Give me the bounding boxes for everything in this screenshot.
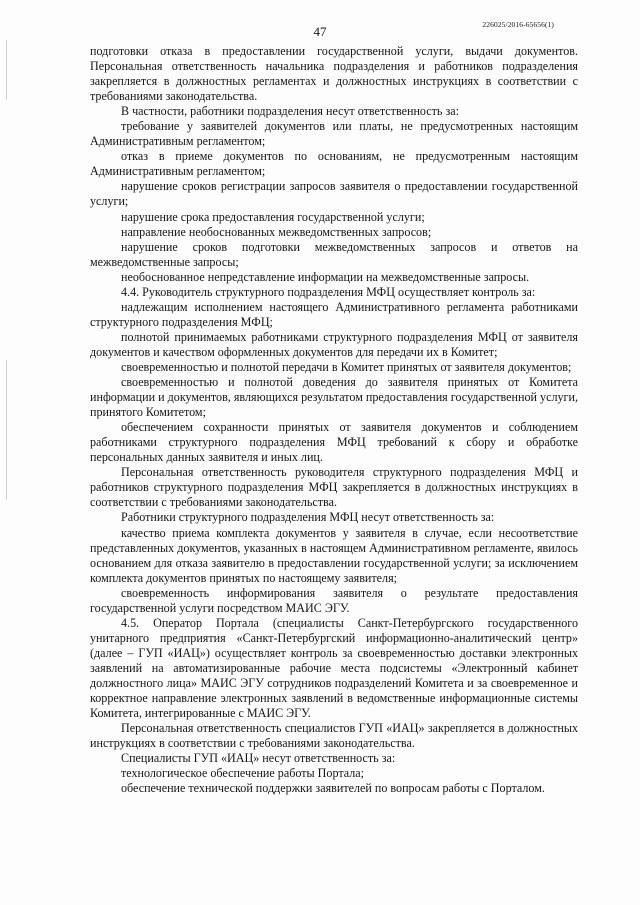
paragraph: нарушение сроков подготовки межведомственных запросов и ответов на межведомственные запросы; (90, 239, 578, 269)
scan-artifact-line (6, 360, 7, 500)
document-id-stamp: 226025/2016-65656(1) (482, 20, 554, 29)
paragraph: направление необоснованных межведомственных запросов; (121, 224, 432, 239)
paragraph: полнотой принимаемых работниками структурного подразделения МФЦ от заявителя документов и качеством оформленных документов для передачи их в Комитет; (90, 329, 578, 359)
paragraph: требование у заявителей документов или платы, не предусмотренных настоящим Административным регламентом; (90, 119, 578, 149)
paragraph: 4.4. Руководитель структурного подразделения МФЦ осуществляет контроль за: (121, 284, 536, 299)
paragraph: Персональная ответственность специалистов ГУП «ИАЦ» закрепляется в должностных инструкциях в соответствии с требованиями законодательства. (90, 721, 578, 751)
paragraph: обеспечением сохранности принятых от заявителя документов и соблюдением работниками структурного подразделения МФЦ требований к сбору и обработке персональных данных заявителя и иных лиц. (90, 420, 578, 465)
paragraph: обеспечение технической поддержки заявителей по вопросам работы с Порталом. (121, 781, 545, 796)
paragraph: качество приема комплекта документов у заявителя в случае, если несоответствие представленных документов, указанных в настоящем Административном регламенте, явилось основанием для отказа заявителю в предоставлении государственной услуги; за исключением комплекта документов принятых по настоящему заявителя; (90, 525, 578, 585)
scan-artifact-line (6, 40, 7, 100)
document-body (90, 44, 578, 796)
paragraph: Работники структурного подразделения МФЦ несут ответственность за: (121, 510, 495, 525)
paragraph: Персональная ответственность руководителя структурного подразделения МФЦ и работников структурного подразделения МФЦ закрепляется в должностных инструкциях в соответствии с требованиями законодательства. (90, 465, 578, 510)
page-number: 47 (313, 24, 327, 39)
paragraph: В частности, работники подразделения несут ответственность за: (121, 104, 459, 119)
paragraph: нарушение срока предоставления государственной услуги; (121, 209, 425, 224)
paragraph: своевременностью и полнотой передачи в Комитет принятых от заявителя документов; (121, 359, 572, 374)
paragraph: отказ в приеме документов по основаниям, не предусмотренным настоящим Административным регламентом; (90, 149, 578, 179)
paragraph: нарушение сроков регистрации запросов заявителя о предоставлении государственной услуги; (90, 179, 578, 209)
paragraph: 4.5. Оператор Портала (специалисты Санкт-Петербургского государственного унитарного предприятия «Санкт-Петербургский информационно-аналитический центр» (далее – ГУП «ИАЦ») осуществляет контроль за своевременностью доставки электронных заявлений на автоматизированные рабочие места подсистемы «Электронный кабинет должностного лица» МАИС ЭГУ сотрудников подразделений Комитета и за своевременное и корректное направление электронных заявлений в ведомственные информационные системы Комитета, интегрированные с МАИС ЭГУ. (90, 615, 578, 721)
paragraph: подготовки отказа в предоставлении государственной услуги, выдачи документов. Персональная ответственность начальника подразделения и работников подразделения закрепляется в должностных регламентах и должностных инструкциях в соответствии с требованиями законодательства. (90, 44, 578, 104)
paragraph: необоснованное непредставление информации на межведомственные запросы. (121, 269, 530, 284)
paragraph: Специалисты ГУП «ИАЦ» несут ответственность за: (121, 751, 396, 766)
paragraph: своевременностью и полнотой доведения до заявителя принятых от Комитета информации и документов, являющихся результатом предоставления государственной услуги, принятого Комитетом; (90, 375, 578, 420)
paragraph: технологическое обеспечение работы Портала; (121, 766, 365, 781)
paragraph: надлежащим исполнением настоящего Административного регламента работниками структурного подразделения МФЦ; (90, 299, 578, 329)
paragraph: своевременность информирования заявителя о результате предоставления государственной услуги посредством МАИС ЭГУ. (90, 585, 578, 615)
